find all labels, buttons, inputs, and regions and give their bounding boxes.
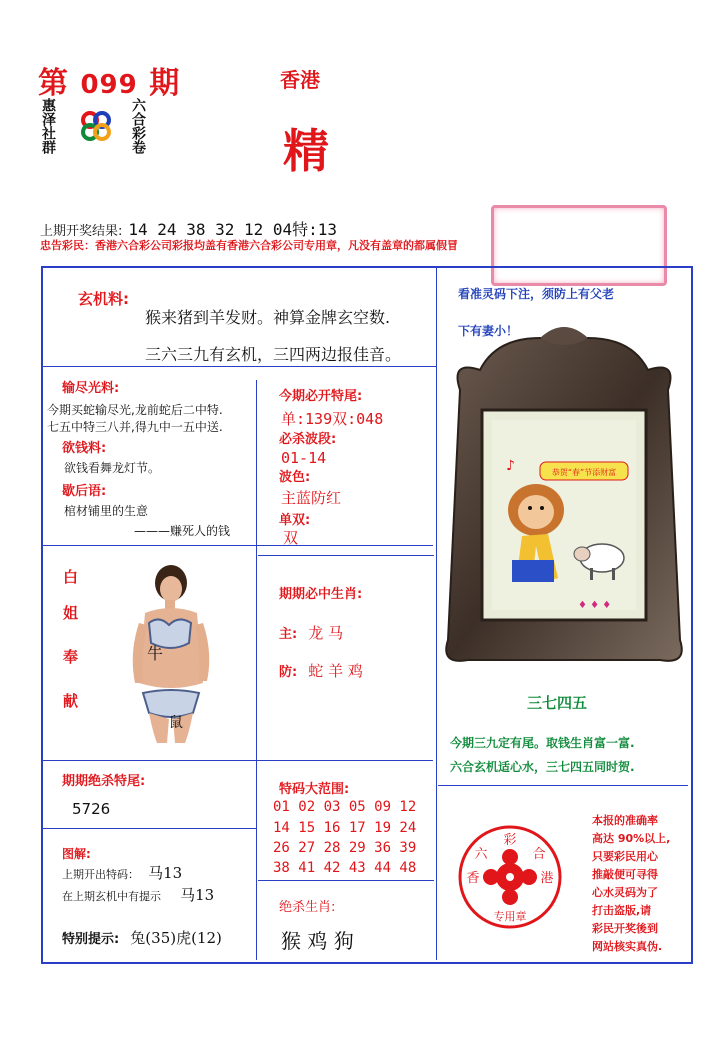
wave-value: 01-14: [281, 449, 327, 467]
stamp-top-char: 彩: [503, 833, 517, 848]
right-line-2: 下有妻小！: [458, 324, 519, 338]
range-row-1: 01 02 03 05 09 12: [273, 799, 417, 815]
illustration-line-2-value: 马13: [180, 886, 215, 904]
accuracy-line: 只要彩民用心: [592, 850, 658, 863]
illustration-line-2: [62, 884, 214, 905]
official-stamp-icon: [455, 822, 565, 932]
org-right-label: 六合彩卷: [130, 98, 146, 154]
illustration-line-1: [62, 862, 182, 883]
single-double-label: 单双:: [279, 513, 311, 528]
odd-even-value: 单:139双:048: [281, 410, 384, 428]
side-char-4: 献: [63, 692, 79, 710]
tip-label: 特别提示:: [62, 932, 120, 947]
lottery-logo-icon: [76, 106, 116, 146]
svg-text:♪: ♪: [506, 458, 515, 474]
divider: [258, 880, 434, 881]
right-line-1: 看准灵码下注，须防上有父老: [458, 287, 615, 301]
big-char: 精: [283, 124, 329, 178]
accuracy-line: 高达 90%以上,: [592, 832, 671, 845]
lose-all-label: 输尽光料:: [62, 381, 120, 396]
zodiac-main: [279, 622, 343, 643]
mystery-line-2: 三六三九有玄机，三四两边报佳音。: [145, 345, 402, 364]
issue-prefix: 第: [38, 66, 69, 101]
accuracy-line: 推敲便可寻得: [592, 868, 658, 881]
region-label: 香港: [280, 68, 320, 92]
range-row-2: 14 15 16 17 19 24: [273, 820, 417, 836]
kill-zodiac-value: 猴 鸡 狗: [281, 929, 354, 953]
issue-number: 099: [80, 70, 138, 100]
stamp-mid-left-char: 香: [466, 871, 480, 886]
sign-text: 恭贺“春”节添财富: [551, 468, 617, 477]
illustration-label: 图解:: [62, 847, 91, 861]
org-left-label: 惠泽社群: [40, 98, 56, 154]
poem-line-1: 今期三九定有尾。取钱生肖富一富.: [450, 736, 635, 750]
must-tail-label: 今期必开特尾:: [279, 389, 363, 404]
divider: [438, 785, 688, 786]
side-char-1: 白: [63, 568, 79, 586]
accuracy-line: 心水灵码为了: [592, 886, 658, 899]
illustration-line-1-value: 马13: [148, 864, 183, 882]
zodiac-label: 期期必中生肖:: [279, 587, 363, 602]
photo-word-a: 牛: [147, 644, 164, 663]
side-char-2: 姐: [63, 604, 79, 622]
divider: [43, 760, 433, 761]
single-double-value: 双: [283, 529, 299, 547]
zodiac-main-label: 主:: [279, 627, 298, 642]
poem-line-2: 六合玄机适心水，三七四五同时贺.: [450, 760, 635, 774]
divider: [43, 545, 433, 546]
accuracy-line: 打击盗版,请: [592, 904, 652, 917]
divider: [43, 828, 256, 829]
zodiac-main-value: 龙 马: [308, 624, 344, 642]
illustration-line-1-label: 上期开出特码：: [62, 868, 139, 881]
divider: [258, 555, 434, 556]
issue-title: [38, 58, 180, 102]
accuracy-line: 网站核实真伪.: [592, 940, 663, 953]
want-money-text: 欲钱看舞龙灯节。: [64, 461, 161, 475]
kill-tail-label: 期期绝杀特尾:: [62, 774, 146, 789]
range-label: 特码大范围:: [279, 782, 350, 797]
range-row-3: 26 27 28 29 36 39: [273, 840, 417, 856]
warning-text: 忠告彩民：香港六合彩公司彩报均盖有香港六合彩公司专用章，凡没有盖章的都属假冒: [40, 239, 458, 252]
mystery-line-1: 猴来猪到羊发财。神算金牌玄空数.: [145, 308, 391, 327]
zodiac-guard-value: 蛇 羊 鸡: [308, 662, 363, 680]
divider: [256, 380, 257, 960]
kill-zodiac-label: 绝杀生肖:: [279, 900, 336, 915]
zodiac-guard: [279, 660, 363, 681]
zodiac-guard-label: 防:: [279, 665, 298, 680]
lose-all-line-2: 七五中特三八并,得九中一五中送.: [47, 420, 223, 434]
kill-tail-value: 5726: [72, 800, 111, 818]
photo-word-b: 鼠: [169, 715, 183, 731]
model-photo: [123, 563, 215, 743]
results-label: 上期开奖结果:: [40, 224, 123, 239]
saying-text: 棺材铺里的生意: [64, 504, 149, 518]
want-money-label: 欲钱料:: [62, 441, 107, 456]
color-value: 主蓝防红: [281, 489, 342, 507]
illustration-line-2-label: 在上期玄机中有提示: [62, 890, 161, 903]
stamp-bottom-text: 专用章: [493, 910, 527, 923]
stamp-left-char: 六: [474, 847, 488, 862]
lose-all-line-1: 今期买蛇输尽光,龙前蛇后二中特.: [47, 403, 223, 417]
saying-label: 歇后语:: [62, 484, 107, 499]
divider: [436, 268, 437, 960]
stamp-mid-right-char: 港: [540, 871, 554, 886]
ornate-frame-picture: [440, 320, 688, 680]
accuracy-line: 彩民开奖後到: [592, 922, 658, 935]
tip-value: 兔(35)虎(12): [130, 929, 222, 947]
range-row-4: 38 41 42 43 44 48: [273, 860, 417, 876]
mystery-label: 玄机料:: [78, 290, 129, 308]
wave-label: 必杀波段:: [279, 432, 337, 447]
divider: [43, 366, 436, 367]
issue-suffix: 期: [149, 66, 181, 101]
frame-caption: 三七四五: [527, 694, 588, 712]
stamp-right-char: 合: [532, 847, 546, 862]
saying-answer: ———赚死人的钱: [134, 524, 231, 538]
color-label: 波色:: [279, 470, 311, 485]
svg-text:♦ ♦ ♦: ♦ ♦ ♦: [578, 600, 612, 611]
accuracy-line: 本报的准确率: [592, 814, 658, 827]
results-values: 14 24 38 32 12 04特:13: [128, 220, 338, 239]
accuracy-notice: [592, 812, 670, 956]
side-char-3: 奉: [63, 648, 79, 666]
special-tip: [62, 927, 222, 948]
